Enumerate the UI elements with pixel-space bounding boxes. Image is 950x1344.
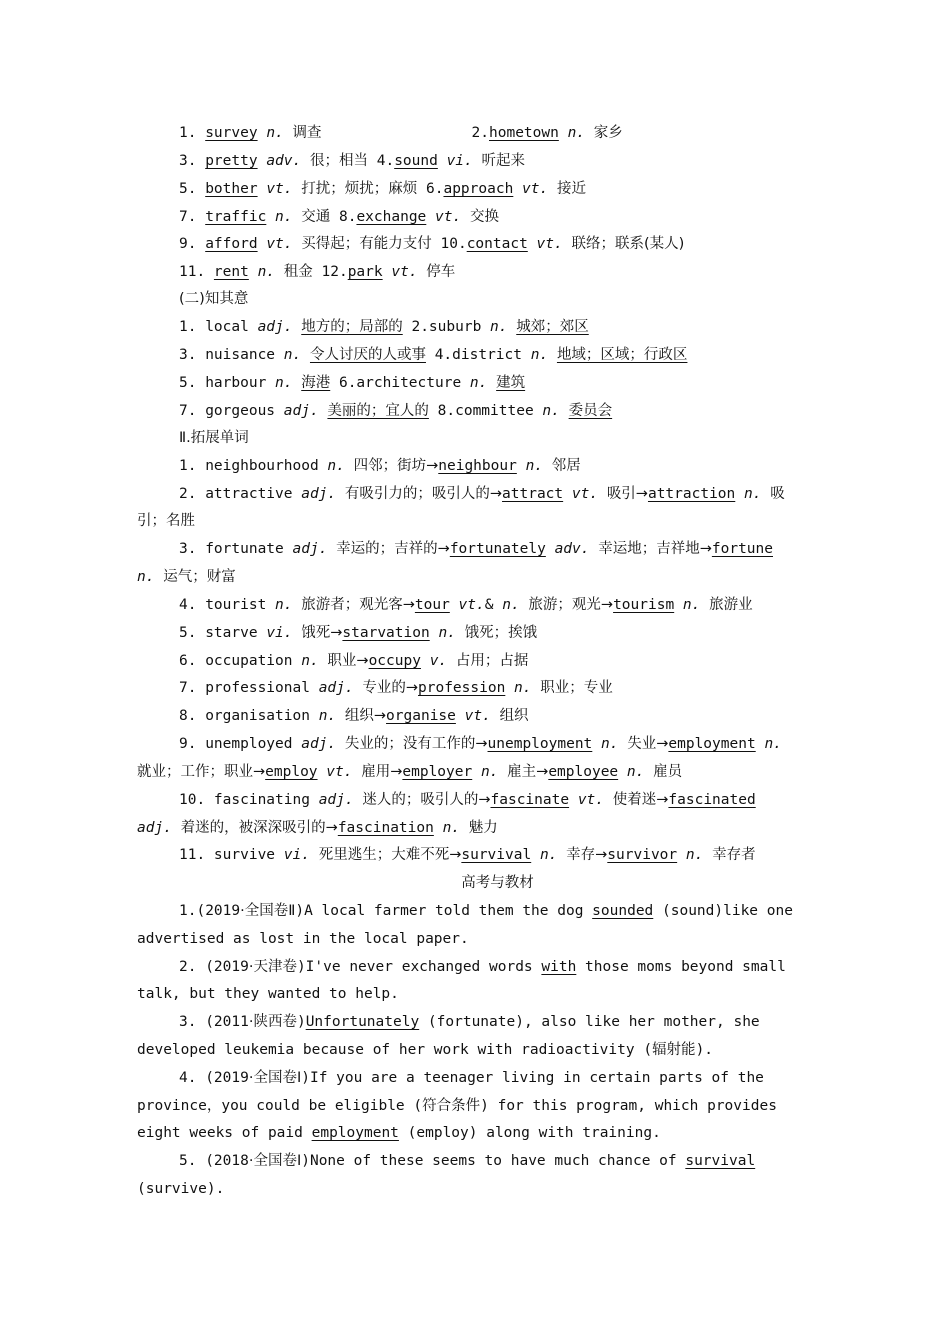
expand-line-11: 11. survive vi. 死里逃生；大难不死→survival n. 幸存→survivor n. 幸存者 xyxy=(179,847,756,863)
expand-line-10a: 10. fascinating adj. 迷人的；吸引人的→fascinate vt. 使着迷→fascinated xyxy=(179,792,756,808)
exam-4c: eight weeks of paid employment (employ) along with training. xyxy=(137,1125,661,1141)
expand-line-5: 5. starve vi. 饿死→starvation n. 饿死；挨饿 xyxy=(179,625,538,641)
expand-line-2b: 引；名胜 xyxy=(137,513,195,529)
meaning-line-1: 1. local adj. 地方的；局部的 2.suburb n. 城郊；郊区 xyxy=(179,319,589,335)
meaning-line-3: 5. harbour n. 海港 6.architecture n. 建筑 xyxy=(179,375,526,391)
exam-1a: 1.(2019·全国卷Ⅱ)A local farmer told them the dog sounded (sound)like one xyxy=(179,903,793,919)
expand-line-1: 1. neighbourhood n. 四邻；街坊→neighbour n. 邻居 xyxy=(179,458,581,474)
exam-1b: advertised as lost in the local paper. xyxy=(137,931,469,947)
expand-line-3b: n. 运气；财富 xyxy=(137,569,236,585)
section-heading-2: (二)知其意 xyxy=(179,291,249,307)
exam-4b: province，you could be eligible (符合条件) for this program, which provides xyxy=(137,1098,777,1114)
vocab-line-4: 7. traffic n. 交通 8.exchange vt. 交换 xyxy=(179,209,499,225)
expand-line-9b: 就业；工作；职业→employ vt. 雇用→employer n. 雇主→employee n. 雇员 xyxy=(137,764,683,780)
exam-2a: 2. (2019·天津卷)I've never exchanged words with those moms beyond small xyxy=(179,959,786,975)
vocab-line-1: 1. survey n. 调查 2.hometown n. 家乡 xyxy=(179,125,623,141)
exam-3b: developed leukemia because of her work with radioactivity (辐射能). xyxy=(137,1042,714,1058)
expand-line-2a: 2. attractive adj. 有吸引力的；吸引人的→attract vt. 吸引→attraction n. 吸 xyxy=(179,486,785,502)
exam-2b: talk, but they wanted to help. xyxy=(137,986,399,1002)
expand-line-8: 8. organisation n. 组织→organise vt. 组织 xyxy=(179,708,529,724)
exam-5b: (survive). xyxy=(137,1181,225,1197)
meaning-line-2: 3. nuisance n. 令人讨厌的人或事 4.district n. 地域；区域；行政区 xyxy=(179,347,688,363)
exam-5a: 5. (2018·全国卷Ⅰ)None of these seems to have much chance of survival xyxy=(179,1153,756,1169)
expand-line-3a: 3. fortunate adj. 幸运的；吉祥的→fortunately adv. 幸运地；吉祥地→fortune xyxy=(179,541,773,557)
expand-line-4: 4. tourist n. 旅游者；观光客→tour vt.& n. 旅游；观光→tourism n. 旅游业 xyxy=(179,597,753,613)
vocab-line-6: 11. rent n. 租金 12.park vt. 停车 xyxy=(179,264,456,280)
vocab-line-3: 5. bother vt. 打扰；烦扰；麻烦 6.approach vt. 接近 xyxy=(179,181,586,197)
meaning-line-4: 7. gorgeous adj. 美丽的；宜人的 8.committee n. 委员会 xyxy=(179,403,613,419)
center-heading: 高考与教材 xyxy=(461,875,534,891)
expand-line-7: 7. professional adj. 专业的→profession n. 职业；专业 xyxy=(179,680,613,696)
expand-line-9a: 9. unemployed adj. 失业的；没有工作的→unemployment n. 失业→employment n. xyxy=(179,736,782,752)
section-heading-3: Ⅱ.拓展单词 xyxy=(179,430,249,446)
expand-line-10b: adj. 着迷的，被深深吸引的→fascination n. 魅力 xyxy=(137,820,498,836)
expand-line-6: 6. occupation n. 职业→occupy v. 占用；占据 xyxy=(179,653,529,669)
exam-3a: 3. (2011·陕西卷)Unfortunately (fortunate), also like her mother, she xyxy=(179,1014,760,1030)
vocab-line-5: 9. afford vt. 买得起；有能力支付 10.contact vt. 联络；联系(某人) xyxy=(179,236,685,252)
exam-4a: 4. (2019·全国卷Ⅰ)If you are a teenager living in certain parts of the xyxy=(179,1070,764,1086)
vocab-line-2: 3. pretty adv. 很；相当 4.sound vi. 听起来 xyxy=(179,153,526,169)
